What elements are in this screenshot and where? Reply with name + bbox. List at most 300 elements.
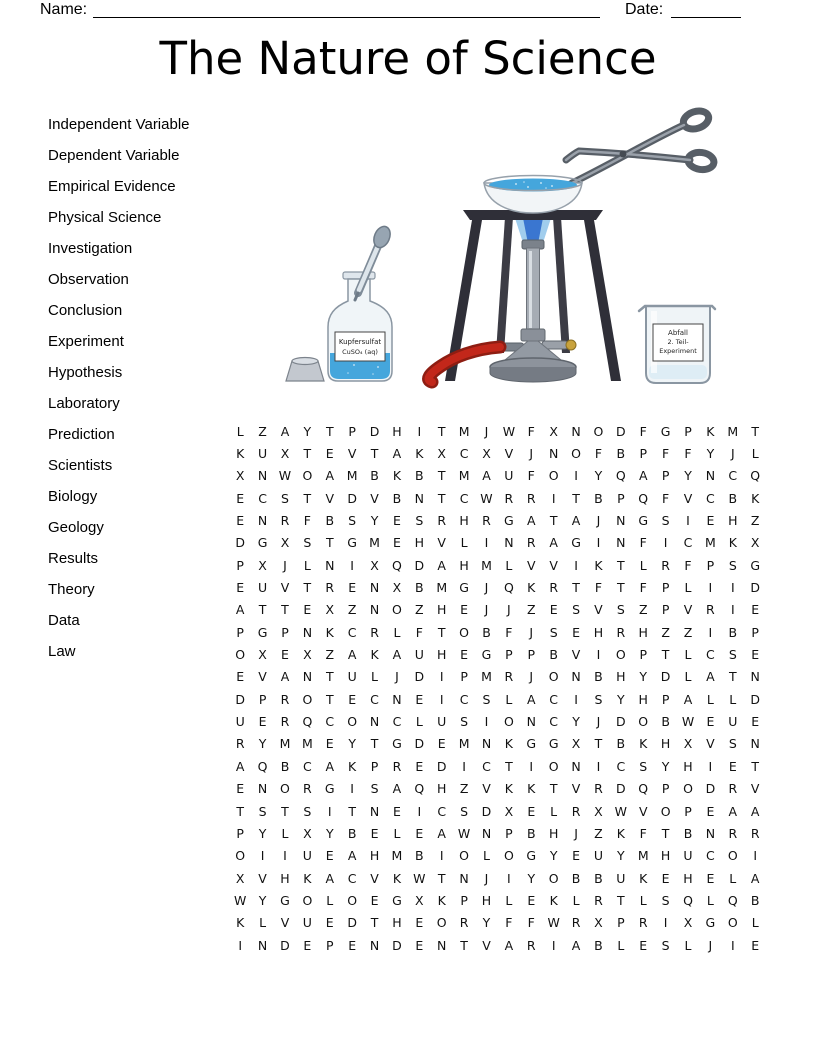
grid-cell: L — [729, 691, 737, 707]
grid-cell: F — [662, 490, 670, 506]
grid-cell: S — [460, 714, 469, 730]
grid-cell: A — [482, 468, 491, 484]
grid-cell: O — [548, 758, 559, 774]
grid-cell: U — [347, 669, 357, 685]
grid-cell: O — [280, 781, 290, 797]
grid-cell: D — [414, 736, 425, 752]
grid-cell: A — [325, 870, 335, 886]
grid-cell: D — [750, 580, 760, 596]
grid-cell: O — [436, 915, 447, 931]
grid-cell: K — [504, 736, 513, 752]
grid-cell: T — [617, 580, 625, 596]
grid-cell: D — [235, 691, 246, 707]
grid-cell: N — [437, 937, 447, 953]
grid-cell: S — [639, 758, 648, 774]
grid-cell: R — [571, 803, 581, 819]
grid-cell: E — [751, 647, 760, 663]
grid-cell: E — [527, 803, 536, 819]
grid-cell: G — [638, 513, 649, 529]
grid-cell: J — [529, 446, 534, 462]
grid-cell: E — [303, 937, 312, 953]
grid-cell: V — [526, 557, 536, 573]
grid-cell: O — [638, 714, 649, 730]
grid-cell: H — [459, 557, 469, 573]
grid-cell: Z — [661, 624, 670, 640]
grid-cell: X — [750, 535, 760, 551]
grid-cell: B — [549, 647, 558, 663]
name-blank-line — [93, 1, 600, 18]
grid-cell: L — [639, 892, 647, 908]
grid-cell: K — [392, 870, 402, 886]
grid-cell: R — [728, 825, 738, 841]
grid-cell: S — [616, 602, 625, 618]
grid-cell: P — [370, 758, 379, 774]
grid-cell: Y — [639, 669, 648, 685]
grid-cell: X — [683, 915, 693, 931]
grid-cell: E — [325, 848, 334, 864]
grid-cell: O — [593, 423, 604, 439]
grid-cell: E — [572, 624, 580, 640]
grid-cell: V — [504, 446, 514, 462]
grid-cell: P — [751, 624, 759, 640]
grid-cell: Q — [414, 781, 425, 797]
grid-cell: C — [728, 468, 738, 484]
grid-cell: R — [280, 714, 290, 730]
grid-cell: H — [660, 848, 671, 864]
grid-cell: X — [235, 468, 245, 484]
grid-cell: P — [505, 825, 513, 841]
grid-cell: T — [728, 669, 737, 685]
grid-cell: I — [708, 758, 713, 774]
grid-cell: D — [369, 423, 380, 439]
grid-cell: I — [663, 915, 668, 931]
grid-cell: E — [437, 736, 446, 752]
grid-cell: C — [303, 758, 312, 774]
grid-cell: T — [437, 624, 446, 640]
grid-cell: N — [548, 446, 559, 462]
grid-cell: M — [637, 848, 649, 864]
grid-cell: O — [459, 848, 470, 864]
grid-cell: A — [392, 446, 402, 462]
grid-cell: W — [614, 803, 628, 819]
bottle-label-line1: Kupfersulfat — [338, 338, 382, 346]
grid-cell: I — [484, 714, 489, 730]
grid-cell: X — [303, 825, 312, 841]
dropper-pipette-icon — [355, 224, 393, 300]
grid-cell: Y — [482, 915, 491, 931]
grid-cell: T — [370, 736, 379, 752]
grid-cell: Q — [638, 781, 649, 797]
grid-cell: T — [348, 803, 356, 819]
grid-cell: T — [505, 758, 513, 774]
grid-cell: I — [686, 513, 690, 529]
crucible-tongs-icon — [558, 108, 715, 188]
grid-cell: C — [437, 803, 447, 819]
grid-cell: E — [415, 758, 424, 774]
grid-cell: T — [617, 892, 625, 908]
grid-cell: K — [751, 490, 760, 506]
bottle-stopper — [286, 358, 324, 382]
grid-cell: R — [571, 915, 581, 931]
grid-cell: T — [661, 825, 670, 841]
grid-cell: C — [459, 490, 469, 506]
grid-cell: Z — [347, 602, 357, 618]
grid-cell: O — [548, 669, 559, 685]
grid-cell: I — [574, 691, 578, 707]
grid-cell: A — [571, 513, 581, 529]
grid-cell: A — [280, 669, 290, 685]
grid-cell: R — [549, 580, 558, 596]
grid-cell: D — [481, 803, 492, 819]
grid-cell: D — [705, 781, 716, 797]
grid-cell: F — [527, 915, 535, 931]
grid-cell: P — [527, 647, 536, 663]
grid-cell: R — [526, 535, 536, 551]
grid-cell: C — [616, 758, 626, 774]
grid-cell: F — [639, 535, 647, 551]
grid-cell: Z — [258, 423, 267, 439]
grid-cell: D — [280, 937, 290, 953]
grid-cell: L — [393, 624, 401, 640]
grid-cell: R — [750, 825, 760, 841]
grid-cell: O — [548, 468, 559, 484]
grid-cell: W — [234, 892, 247, 908]
grid-cell: U — [235, 714, 245, 730]
grid-cell: R — [661, 557, 670, 573]
grid-cell: D — [392, 937, 402, 953]
grid-cell: Y — [527, 870, 536, 886]
grid-cell: B — [526, 825, 536, 841]
word-list-item: Theory — [48, 581, 95, 598]
grid-cell: V — [280, 580, 290, 596]
grid-cell: X — [549, 423, 558, 439]
grid-cell: S — [348, 513, 357, 529]
grid-cell: R — [303, 781, 312, 797]
grid-cell: X — [258, 557, 267, 573]
beaker-label-line3: Experiment — [659, 347, 697, 355]
grid-cell: P — [684, 423, 692, 439]
grid-cell: E — [236, 781, 245, 797]
grid-cell: A — [437, 825, 446, 841]
grid-cell: H — [638, 691, 648, 707]
grid-cell: I — [327, 803, 332, 819]
grid-cell: G — [392, 892, 402, 908]
grid-cell: L — [684, 647, 692, 663]
grid-cell: J — [484, 870, 489, 886]
grid-cell: V — [370, 490, 379, 506]
grid-cell: G — [324, 781, 335, 797]
grid-cell: C — [549, 714, 559, 730]
grid-cell: Y — [258, 736, 267, 752]
grid-cell: X — [235, 870, 245, 886]
grid-cell: U — [414, 647, 424, 663]
grid-cell: E — [325, 915, 334, 931]
grid-cell: R — [504, 490, 514, 506]
grid-cell: Y — [617, 848, 625, 864]
grid-cell: F — [594, 580, 603, 596]
grid-cell: F — [415, 624, 423, 640]
grid-cell: R — [459, 915, 469, 931]
grid-cell: M — [481, 669, 492, 685]
grid-cell: E — [392, 535, 401, 551]
grid-cell: N — [369, 803, 380, 819]
grid-cell: H — [548, 825, 559, 841]
grid-cell: L — [505, 557, 513, 573]
grid-cell: K — [303, 870, 312, 886]
grid-cell: S — [728, 557, 737, 573]
bottle-label-line2: CuSO₄ (aq) — [342, 348, 378, 356]
grid-cell: N — [369, 602, 380, 618]
grid-cell: F — [303, 513, 311, 529]
grid-cell: I — [350, 557, 354, 573]
grid-cell: O — [302, 691, 313, 707]
grid-cell: Z — [325, 647, 335, 663]
grid-cell: A — [235, 602, 245, 618]
evaporating-dish — [484, 176, 582, 214]
grid-cell: Y — [617, 691, 625, 707]
grid-cell: Y — [258, 825, 267, 841]
grid-cell: C — [347, 624, 357, 640]
grid-cell: N — [459, 870, 469, 886]
grid-cell: C — [549, 691, 559, 707]
grid-cell: H — [481, 892, 492, 908]
grid-cell: K — [236, 915, 245, 931]
grid-cell: N — [257, 937, 268, 953]
grid-cell: A — [638, 468, 648, 484]
grid-cell: F — [662, 446, 670, 462]
grid-cell: I — [574, 557, 578, 573]
grid-cell: X — [594, 803, 603, 819]
grid-cell: I — [574, 468, 578, 484]
grid-cell: Q — [503, 580, 514, 596]
grid-cell: K — [728, 535, 737, 551]
grid-cell: D — [235, 535, 246, 551]
grid-cell: V — [571, 647, 581, 663]
grid-cell: N — [526, 714, 536, 730]
grid-cell: X — [370, 557, 379, 573]
grid-cell: G — [660, 423, 671, 439]
grid-cell: A — [750, 803, 760, 819]
grid-cell: H — [459, 513, 469, 529]
word-list-item: Geology — [48, 519, 104, 536]
grid-cell: W — [547, 915, 560, 931]
word-list-item: Empirical Evidence — [48, 178, 176, 195]
grid-cell: O — [727, 848, 738, 864]
grid-cell: Q — [257, 758, 268, 774]
grid-cell: D — [616, 714, 626, 730]
grid-cell: T — [751, 758, 759, 774]
word-list-item: Dependent Variable — [48, 147, 180, 164]
grid-cell: W — [480, 490, 493, 506]
grid-cell: V — [347, 446, 357, 462]
grid-cell: U — [504, 468, 514, 484]
grid-cell: V — [750, 781, 760, 797]
grid-cell: E — [236, 513, 245, 529]
grid-cell: S — [594, 691, 603, 707]
grid-cell: L — [729, 870, 737, 886]
grid-cell: Y — [706, 446, 715, 462]
grid-cell: U — [437, 714, 447, 730]
grid-cell: Z — [526, 602, 536, 618]
grid-cell: C — [392, 714, 402, 730]
grid-cell: O — [347, 892, 358, 908]
grid-cell: T — [437, 423, 446, 439]
grid-cell: I — [708, 580, 713, 596]
grid-cell: E — [415, 937, 424, 953]
grid-cell: L — [483, 848, 490, 864]
grid-cell: I — [439, 669, 444, 685]
grid-cell: S — [661, 892, 670, 908]
grid-cell: P — [661, 468, 670, 484]
grid-cell: R — [728, 781, 738, 797]
grid-cell: B — [750, 892, 760, 908]
grid-cell: U — [302, 848, 312, 864]
grid-cell: R — [482, 513, 491, 529]
grid-cell: M — [391, 848, 403, 864]
grid-cell: L — [281, 825, 289, 841]
word-list-item: Hypothesis — [48, 364, 123, 381]
grid-cell: P — [661, 691, 670, 707]
grid-cell: K — [437, 892, 446, 908]
grid-cell: G — [347, 535, 357, 551]
grid-cell: T — [325, 669, 334, 685]
grid-cell: L — [684, 669, 692, 685]
grid-cell: T — [281, 602, 289, 618]
grid-cell: R — [594, 892, 603, 908]
grid-cell: O — [548, 870, 559, 886]
grid-cell: N — [392, 691, 402, 707]
grid-cell: P — [236, 624, 244, 640]
grid-cell: S — [661, 513, 670, 529]
grid-cell: L — [460, 535, 468, 551]
grid-cell: X — [594, 915, 603, 931]
grid-cell: J — [574, 825, 578, 841]
grid-cell: A — [750, 870, 760, 886]
grid-cell: P — [258, 691, 267, 707]
grid-cell: E — [549, 602, 558, 618]
grid-cell: B — [415, 468, 424, 484]
grid-cell: L — [706, 691, 714, 707]
grid-cell: L — [639, 557, 647, 573]
grid-cell: Q — [302, 714, 313, 730]
grid-cell: B — [392, 490, 402, 506]
grid-cell: C — [706, 647, 715, 663]
grid-cell: E — [415, 825, 424, 841]
grid-cell: B — [482, 624, 491, 640]
grid-cell: P — [639, 446, 647, 462]
grid-cell: T — [437, 870, 446, 886]
word-list-item: Scientists — [48, 457, 113, 474]
grid-cell: E — [527, 892, 536, 908]
grid-cell: E — [325, 446, 334, 462]
grid-cell: I — [663, 535, 668, 551]
grid-cell: Y — [594, 468, 603, 484]
grid-cell: N — [325, 557, 335, 573]
grid-cell: H — [660, 736, 671, 752]
grid-cell: E — [348, 580, 357, 596]
grid-cell: V — [258, 669, 267, 685]
grid-cell: L — [371, 669, 379, 685]
grid-cell: F — [639, 825, 647, 841]
grid-cell: P — [639, 647, 647, 663]
grid-cell: D — [414, 669, 425, 685]
grid-cell: M — [301, 736, 313, 752]
grid-cell: B — [594, 937, 603, 953]
grid-cell: H — [683, 758, 693, 774]
grid-cell: X — [571, 736, 581, 752]
page-title: The Nature of Science — [159, 32, 657, 85]
grid-cell: E — [303, 602, 312, 618]
grid-cell: V — [594, 602, 603, 618]
grid-cell: S — [281, 490, 289, 506]
grid-cell: X — [415, 892, 424, 908]
grid-cell: J — [484, 580, 489, 596]
grid-cell: I — [238, 937, 243, 953]
grid-cell: A — [728, 803, 738, 819]
grid-cell: C — [482, 758, 491, 774]
grid-cell: J — [730, 446, 735, 462]
grid-cell: O — [235, 647, 246, 663]
grid-cell: P — [661, 781, 670, 797]
grid-cell: E — [392, 513, 401, 529]
grid-cell: R — [638, 915, 648, 931]
grid-cell: S — [415, 513, 424, 529]
grid-cell: G — [571, 535, 581, 551]
grid-cell: A — [437, 557, 446, 573]
grid-cell: L — [684, 580, 692, 596]
grid-cell: J — [529, 669, 534, 685]
grid-cell: I — [439, 848, 444, 864]
grid-cell: B — [616, 446, 626, 462]
grid-cell: K — [504, 781, 513, 797]
grid-cell: A — [325, 758, 335, 774]
grid-cell: M — [369, 535, 380, 551]
tongs-pivot — [620, 151, 627, 158]
grid-cell: B — [571, 870, 581, 886]
grid-cell: D — [750, 691, 760, 707]
word-search-grid — [229, 420, 766, 956]
grid-cell: E — [370, 825, 379, 841]
grid-cell: I — [507, 870, 511, 886]
word-list-item: Experiment — [48, 333, 124, 350]
grid-cell: K — [594, 557, 603, 573]
grid-cell: L — [259, 915, 267, 931]
grid-cell: F — [684, 557, 692, 573]
grid-cell: L — [303, 557, 311, 573]
grid-cell: Z — [594, 825, 603, 841]
grid-cell: X — [482, 446, 491, 462]
grid-cell: N — [481, 825, 492, 841]
grid-cell: A — [235, 758, 245, 774]
grid-cell: S — [728, 736, 737, 752]
grid-cell: T — [281, 803, 289, 819]
grid-cell: N — [257, 781, 268, 797]
grid-cell: P — [505, 647, 513, 663]
grid-cell: K — [527, 781, 536, 797]
grid-cell: B — [370, 468, 379, 484]
grid-cell: B — [325, 513, 335, 529]
grid-cell: N — [750, 669, 760, 685]
grid-cell: N — [257, 513, 268, 529]
grid-cell: G — [392, 736, 402, 752]
grid-cell: H — [728, 513, 738, 529]
grid-cell: X — [303, 647, 312, 663]
grid-cell: O — [235, 848, 246, 864]
grid-cell: B — [683, 825, 693, 841]
grid-cell: H — [369, 848, 380, 864]
grid-cell: H — [414, 535, 425, 551]
grid-cell: K — [370, 647, 379, 663]
